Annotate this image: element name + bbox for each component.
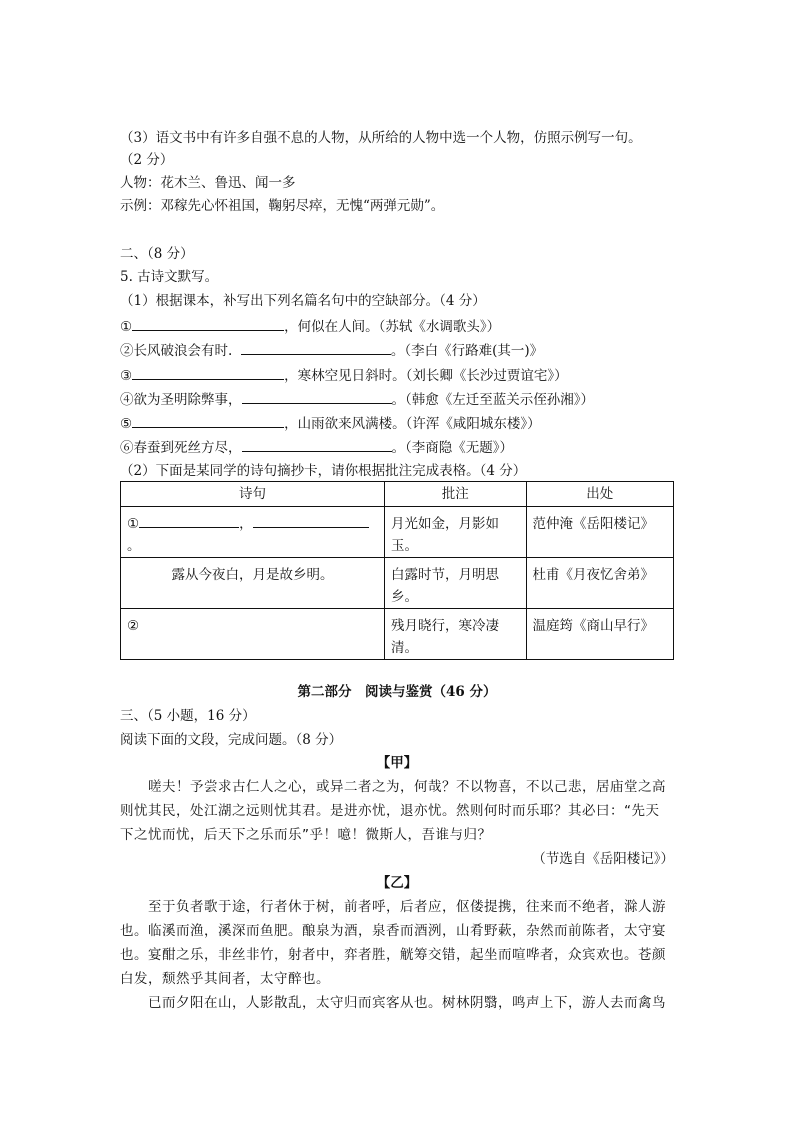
header-poem: 诗句 [121, 482, 385, 507]
example-line: 示例：邓稼先心怀祖国，鞠躬尽瘁，无愧“两弹元勋”。 [120, 198, 445, 214]
section2-heading: 二、（8 分） [120, 246, 194, 262]
header-source: 出处 [526, 482, 673, 507]
fill-item-suffix: 。（李白《行路难(其一)》 [390, 343, 544, 359]
answer-blank[interactable] [139, 513, 239, 528]
poem-cell[interactable]: ② [121, 609, 385, 660]
fill-item-3 [120, 365, 568, 386]
yi-line: 至于负者歌于途，行者休于树，前者呼，后者应，伛偻提携，往来而不绝者，滁人游 [148, 899, 666, 915]
q5-title: 5. 古诗文默写。 [120, 269, 219, 285]
yi-line: 也。宴酣之乐，非丝非竹，射者中，弈者胜，觥筹交错，起坐而喧哗者，众宾欢也。苍颜 [120, 947, 666, 963]
fill-item-2 [120, 340, 543, 361]
part2-title: 第二部分 阅读与鉴赏（46 分） [297, 684, 497, 700]
poem-end: 。 [127, 538, 141, 554]
table-row [121, 609, 674, 660]
fill-item-prefix: ⑥春蚕到死丝方尽， [120, 440, 242, 456]
jia-line: 下之忧而忧，后天下之乐而乐”乎！噫！微斯人，吾谁与归？ [120, 827, 492, 843]
poem-cell [121, 507, 385, 558]
fill-item-prefix: ④欲为圣明除弊事， [120, 392, 242, 408]
header-note: 批注 [385, 482, 527, 507]
fill-item-prefix: ① [120, 319, 133, 335]
poem-card-table [120, 481, 674, 660]
yi-label: 【乙】 [376, 875, 418, 891]
q3-line2: （2 分） [120, 152, 174, 168]
source-cell: 温庭筠《商山早行》 [526, 609, 673, 660]
fill-item-suffix: ，何似在人间。（苏轼《水调歌头》） [284, 319, 501, 335]
section3-heading: 三、（5 小题，16 分） [120, 708, 256, 724]
fill-item-suffix: 。（韩愈《左迁至蓝关示侄孙湘》） [391, 392, 594, 408]
answer-blank[interactable] [242, 389, 392, 404]
fill-item-prefix: ②长风破浪会有时. [120, 343, 233, 359]
jia-line: 则忧其民，处江湖之远则忧其君。是进亦忧，退亦忧。然则何时而乐耶？其必曰：“先天 [120, 803, 660, 819]
answer-blank[interactable] [241, 340, 391, 355]
table-header-row [121, 482, 674, 507]
poem-cell: 露从今夜白，月是故乡明。 [121, 558, 385, 609]
table-row [121, 558, 674, 609]
fill-item-suffix: ，寒林空见日斜时。（刘长卿《长沙过贾谊宅》） [284, 368, 568, 384]
answer-blank[interactable] [242, 437, 392, 452]
q5-2-title: （2）下面是某同学的诗句摘抄卡，请你根据批注完成表格。（4 分） [120, 463, 527, 479]
people-line: 人物：花木兰、鲁迅、闻一多 [120, 175, 296, 191]
jia-label: 【甲】 [376, 755, 418, 771]
fill-item-4 [120, 389, 594, 410]
q3-line1: （3）语文书中有许多自强不息的人物，从所给的人物中选一个人物，仿照示例写一句。 [120, 130, 642, 146]
fill-item-suffix: 。（李商隐《无题》） [391, 440, 513, 456]
yi-line: 也。临溪而渔，溪深而鱼肥。酿泉为酒，泉香而酒洌，山肴野蔌，杂然而前陈者，太守宴 [120, 923, 666, 939]
jia-source: （节选自《岳阳楼记》） [532, 851, 674, 867]
table-row [121, 507, 674, 558]
fill-item-prefix: ⑤ [120, 416, 133, 432]
source-cell: 范仲淹《岳阳楼记》 [526, 507, 673, 558]
note-cell: 白露时节，月明思乡。 [385, 558, 527, 609]
fill-item-6 [120, 437, 513, 458]
poem-mid: ， [239, 516, 253, 532]
answer-blank[interactable] [132, 413, 284, 428]
fill-item-suffix: ，山雨欲来风满楼。（许浑《咸阳城东楼》） [284, 416, 541, 432]
answer-blank[interactable] [132, 365, 284, 380]
q5-1-title: （1）根据课本，补写出下列名篇名句中的空缺部分。（4 分） [120, 293, 486, 309]
fill-item-5 [120, 413, 541, 434]
fill-item-1 [120, 316, 500, 337]
fill-item-prefix: ③ [120, 368, 133, 384]
jia-line: 嗟夫！予尝求古仁人之心，或异二者之为，何哉？不以物喜，不以己悲，居庙堂之高 [148, 779, 666, 795]
source-cell: 杜甫《月夜忆舍弟》 [526, 558, 673, 609]
reading-intro: 阅读下面的文段，完成问题。（8 分） [120, 732, 343, 748]
note-cell: 月光如金，月影如玉。 [385, 507, 527, 558]
poem-prefix: ① [127, 516, 140, 532]
note-cell: 残月晓行，寒冷凄清。 [385, 609, 527, 660]
yi-line: 白发，颓然乎其间者，太守醉也。 [120, 971, 330, 987]
answer-blank[interactable] [132, 316, 284, 331]
yi-line: 已而夕阳在山，人影散乱，太守归而宾客从也。树林阴翳，鸣声上下，游人去而禽鸟 [148, 995, 666, 1011]
answer-blank[interactable] [253, 513, 369, 528]
